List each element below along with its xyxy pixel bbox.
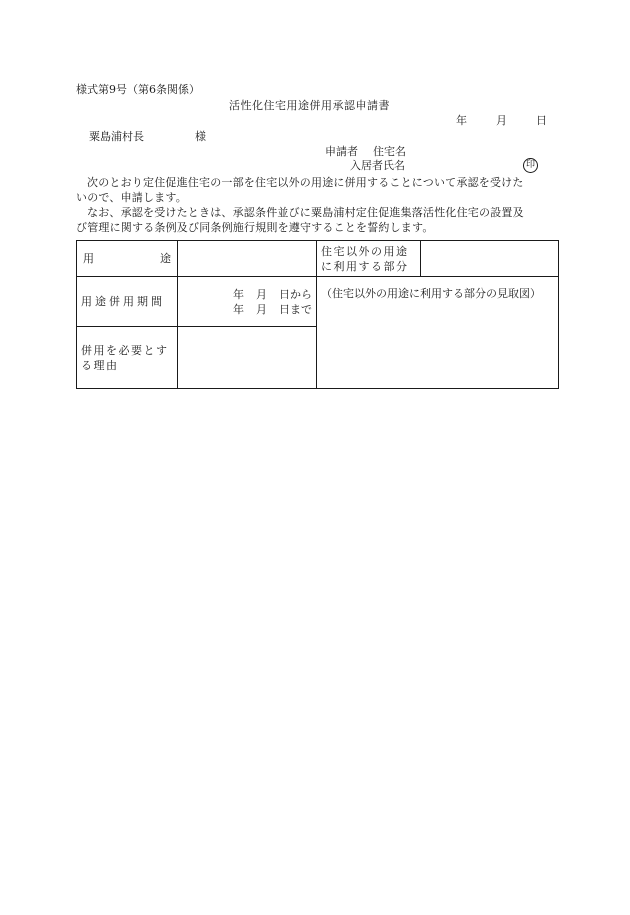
applicant-address-label: 住宅名 — [373, 145, 406, 158]
applicant-address-line — [325, 145, 406, 158]
reason-label-cell — [77, 327, 178, 389]
other-use-label-cell — [317, 241, 421, 277]
reason-value-cell[interactable] — [178, 327, 317, 389]
period-from-year: 年 — [233, 287, 244, 301]
period-from-suffix: 日から — [279, 287, 312, 301]
body-paragraph-1 — [76, 175, 560, 205]
table-row-purpose — [77, 241, 559, 277]
period-to-line — [182, 302, 312, 317]
addressee — [89, 130, 206, 143]
seal-mark: 印 — [523, 158, 538, 173]
period-value-cell[interactable] — [178, 277, 317, 327]
document-title: 活性化住宅用途併用承認申請書 — [229, 99, 390, 112]
purpose-value-cell[interactable] — [178, 241, 317, 277]
other-use-label-line-2: に利用する部分 — [321, 259, 409, 273]
body-paragraph-1-line-2: いので、申請します。 — [76, 191, 187, 204]
purpose-label-char-2: 途 — [160, 252, 171, 265]
reason-label-line-2: る理由 — [81, 358, 119, 372]
period-to-year: 年 — [233, 302, 244, 316]
body-paragraph-2-line-2: び管理に関する条例及び同条例施行規則を遵守することを誓約します。 — [76, 221, 434, 234]
sketch-cell[interactable] — [317, 277, 559, 389]
date-year-label: 年 — [456, 114, 467, 127]
period-label-cell — [77, 277, 178, 327]
table-row-period — [77, 277, 559, 327]
period-to-suffix: 日まで — [279, 302, 312, 316]
application-table — [76, 240, 559, 389]
applicant-name-label: 入居者氏名 — [350, 159, 405, 172]
purpose-label-cell — [77, 241, 178, 277]
period-from-month: 月 — [256, 287, 267, 301]
body-paragraph-2 — [76, 205, 560, 235]
date-month-label: 月 — [496, 114, 507, 127]
other-use-label-line-1: 住宅以外の用途 — [321, 244, 409, 258]
date-line — [456, 114, 547, 127]
period-to-month: 月 — [256, 302, 267, 316]
addressee-name: 粟島浦村長 — [89, 130, 144, 143]
sketch-note: （住宅以外の用途に利用する部分の見取図） — [321, 287, 541, 300]
body-paragraph-2-line-1: なお、承認を受けたときは、承認条件並びに粟島浦村定住促進集落活性化住宅の設置及 — [87, 206, 524, 219]
reason-label-line-1: 併用を必要とす — [81, 343, 169, 357]
addressee-honorific: 様 — [195, 130, 206, 143]
date-day-label: 日 — [536, 114, 547, 127]
purpose-label-char-1: 用 — [83, 252, 94, 265]
applicant-label: 申請者 — [325, 145, 358, 158]
form-number: 様式第9号（第6条関係） — [76, 83, 200, 96]
period-from-line — [182, 287, 312, 302]
period-label: 用途併用期間 — [81, 295, 165, 308]
body-paragraph-1-line-1: 次のとおり定住促進住宅の一部を住宅以外の用途に併用することについて承認を受けた — [87, 176, 524, 189]
other-use-value-cell[interactable] — [421, 241, 559, 277]
